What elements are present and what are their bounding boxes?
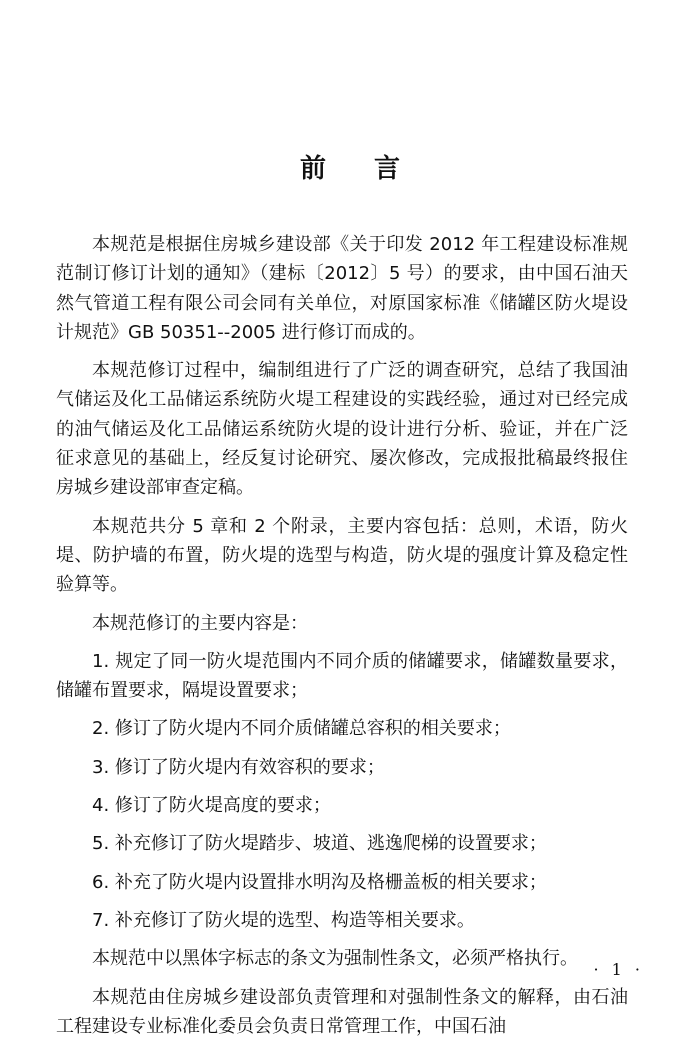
paragraph: 本规范共分 5 章和 2 个附录，主要内容包括：总则，术语，防火堤、防护墙的布置，防火堤的选型与构造，防火堤的强度计算及稳定性验算等。 <box>56 515 628 596</box>
list-item: 4. 修订了防火堤高度的要求； <box>92 795 331 817</box>
paragraph: 本规范修订的主要内容是： <box>92 612 308 634</box>
paragraph: 本规范由住房城乡建设部负责管理和对强制性条文的解释，由石油工程建设专业标准化委员会负责日常管理工作，中国石油 <box>56 986 628 1037</box>
list-item: 7. 补充修订了防火堤的选型、构造等相关要求。 <box>92 909 475 931</box>
list-item: 2. 修订了防火堤内不同介质储罐总容积的相关要求； <box>92 718 511 740</box>
list-item: 1. 规定了同一防火堤范围内不同介质的储罐要求，储罐数量要求，储罐布置要求，隔堤设置要求； <box>56 650 628 702</box>
body-text <box>56 230 628 1041</box>
list-item: 5. 补充修订了防火堤踏步、坡道、逃逸爬梯的设置要求； <box>92 833 547 855</box>
page-number: · 1 · <box>593 960 644 979</box>
paragraph: 本规范是根据住房城乡建设部《关于印发 2012 年工程建设标准规范制订修订计划的通知》（建标〔2012〕5 号）的要求，由中国石油天然气管道工程有限公司会同有关单位，对原国家标准《储罐区防火堤设计规范》GB 50351--2005 进行修订而成的。 <box>56 234 628 343</box>
paragraph: 本规范修订过程中，编制组进行了广泛的调查研究，总结了我国油气储运及化工品储运系统防火堤工程建设的实践经验，通过对已经完成的油气储运及化工品储运系统防火堤的设计进行分析、验证，并在广泛征求意见的基础上，经反复讨论研究、屡次修改，完成报批稿最终报住房城乡建设部审查定稿。 <box>56 360 628 499</box>
list-item: 6. 补充了防火堤内设置排水明沟及格栅盖板的相关要求； <box>92 871 547 893</box>
paragraph: 本规范中以黑体字标志的条文为强制性条文，必须严格执行。 <box>92 948 578 970</box>
list-item: 3. 修订了防火堤内有效容积的要求； <box>92 756 385 778</box>
page-title: 前言 <box>299 154 448 184</box>
